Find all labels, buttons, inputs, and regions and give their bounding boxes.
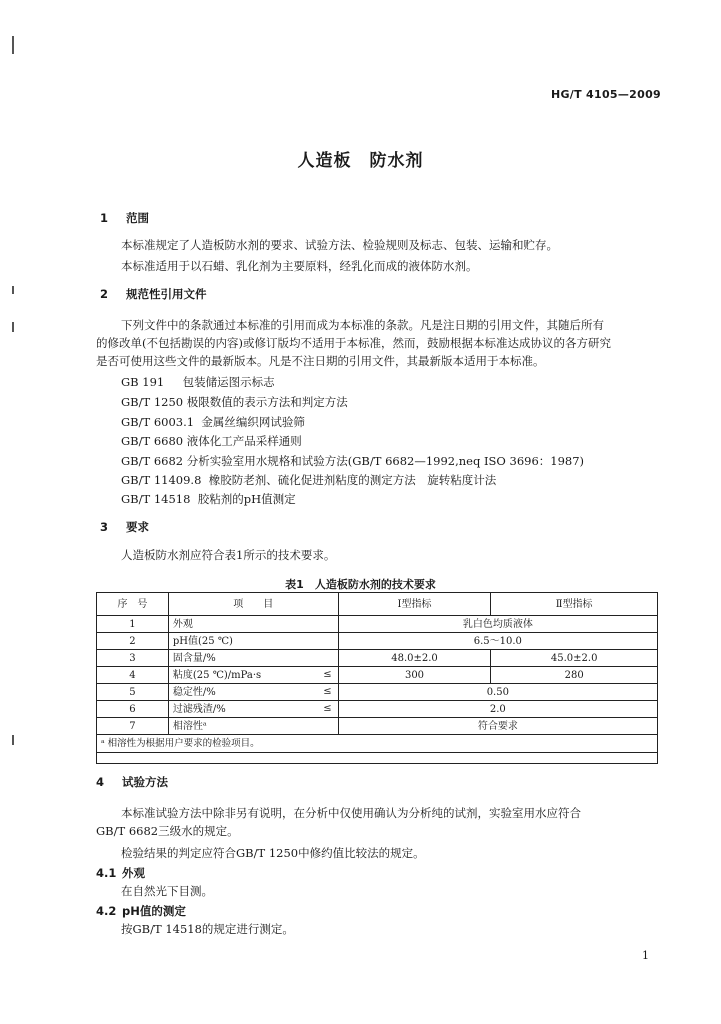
row-number: 5 — [97, 684, 169, 701]
row-value-type-1: 300 — [338, 667, 491, 684]
reference-item: GB/T 6003.1 金属丝编织网试验筛 — [121, 415, 305, 429]
comparison-symbol: ≤ — [323, 669, 332, 680]
section-4-para-2: 检验结果的判定应符合GB/T 1250中修约值比较法的规定。 — [121, 846, 425, 860]
row-value-type-1: 48.0±2.0 — [338, 650, 491, 667]
section-2-intro-line-1: 下列文件中的条款通过本标准的引用而成为本标准的条款。凡是注日期的引用文件，其随后所有 — [121, 318, 604, 332]
comparison-symbol: ≤ — [323, 703, 332, 714]
table-row — [97, 650, 658, 667]
section-4-intro-line-1: 本标准试验方法中除非另有说明，在分析中仅使用确认为分析纯的试剂，实验室用水应符合 — [121, 806, 581, 820]
row-value-type-2: 280 — [491, 667, 658, 684]
subsection-4-1-text: 在自然光下目测。 — [121, 884, 213, 898]
section-4-intro-line-2: GB/T 6682三级水的规定。 — [96, 824, 239, 838]
table-row — [97, 633, 658, 650]
row-value: 6.5～10.0 — [338, 633, 657, 650]
page-number: 1 — [642, 949, 649, 962]
table-row — [97, 684, 658, 701]
row-item: 过滤残渣/% ≤ — [168, 701, 338, 718]
requirements-table — [96, 592, 658, 764]
reference-item: GB/T 14518 胶粘剂的pH值测定 — [121, 492, 296, 506]
column-header: Ⅰ型指标 — [338, 593, 491, 616]
reference-item: GB/T 11409.8 橡胶防老剂、硫化促进剂粘度的测定方法 旋转粘度计法 — [121, 473, 497, 487]
row-number: 7 — [97, 718, 169, 735]
row-item: 固含量/% — [168, 650, 338, 667]
column-header: 序 号 — [97, 593, 169, 616]
reference-item: GB 191 包装储运图示标志 — [121, 375, 275, 389]
table-header-row — [97, 593, 658, 616]
table-blank-cell — [97, 753, 658, 764]
table-row — [97, 701, 658, 718]
table-blank-row — [97, 753, 658, 764]
column-header: Ⅱ型指标 — [491, 593, 658, 616]
scan-margin-mark — [12, 286, 14, 294]
table-note-row — [97, 735, 658, 753]
section-1-para-1: 本标准规定了人造板防水剂的要求、试验方法、检验规则及标志、包装、运输和贮存。 — [121, 238, 558, 252]
section-2-heading: 2 规范性引用文件 — [100, 287, 207, 301]
section-3-para: 人造板防水剂应符合表1所示的技术要求。 — [121, 548, 336, 562]
section-2-intro-line-2: 的修改单(不包括勘误的内容)或修订版均不适用于本标准，然而，鼓励根据本标准达成协议的各方研究 — [96, 336, 611, 350]
row-item: pH值(25 ℃) — [168, 633, 338, 650]
section-3-heading: 3 要求 — [100, 520, 149, 534]
subsection-4-2-heading: 4.2 pH值的测定 — [96, 904, 186, 918]
row-value-type-2: 45.0±2.0 — [491, 650, 658, 667]
subsection-4-1-heading: 4.1 外观 — [96, 866, 145, 880]
column-header: 项 目 — [168, 593, 338, 616]
row-number: 1 — [97, 616, 169, 633]
comparison-symbol: ≤ — [323, 686, 332, 697]
reference-item: GB/T 6680 液体化工产品采样通则 — [121, 434, 302, 448]
row-value: 符合要求 — [338, 718, 657, 735]
scan-margin-mark — [12, 322, 14, 332]
row-item: 外观 — [168, 616, 338, 633]
standard-code: HG/T 4105—2009 — [550, 88, 661, 101]
row-number: 3 — [97, 650, 169, 667]
row-number: 4 — [97, 667, 169, 684]
section-1-para-2: 本标准适用于以石蜡、乳化剂为主要原料，经乳化而成的液体防水剂。 — [121, 259, 478, 273]
section-1-heading: 1 范围 — [100, 211, 149, 225]
section-2-intro-line-3: 是否可使用这些文件的最新版本。凡是不注日期的引用文件，其最新版本适用于本标准。 — [96, 354, 545, 368]
table-footnote: ᵃ 相溶性为根据用户要求的检验项目。 — [97, 735, 658, 753]
row-number: 6 — [97, 701, 169, 718]
table-row — [97, 718, 658, 735]
row-item: 粘度(25 ℃)/mPa·s ≤ — [168, 667, 338, 684]
row-value: 0.50 — [338, 684, 657, 701]
scan-margin-mark — [12, 36, 14, 54]
scan-margin-mark — [12, 735, 14, 745]
row-value: 2.0 — [338, 701, 657, 718]
row-value: 乳白色均质液体 — [338, 616, 657, 633]
row-item: 相溶性ᵃ — [168, 718, 338, 735]
table-caption: 表1 人造板防水剂的技术要求 — [285, 578, 436, 591]
subsection-4-2-text: 按GB/T 14518的规定进行测定。 — [121, 922, 294, 936]
row-item: 稳定性/% ≤ — [168, 684, 338, 701]
document-title: 人造板 防水剂 — [297, 151, 424, 171]
table-row — [97, 616, 658, 633]
reference-item: GB/T 6682 分析实验室用水规格和试验方法(GB/T 6682—1992,neq ISO 3696：1987) — [121, 454, 585, 468]
row-number: 2 — [97, 633, 169, 650]
reference-item: GB/T 1250 极限数值的表示方法和判定方法 — [121, 395, 348, 409]
table-row — [97, 667, 658, 684]
section-4-heading: 4 试验方法 — [96, 775, 168, 789]
